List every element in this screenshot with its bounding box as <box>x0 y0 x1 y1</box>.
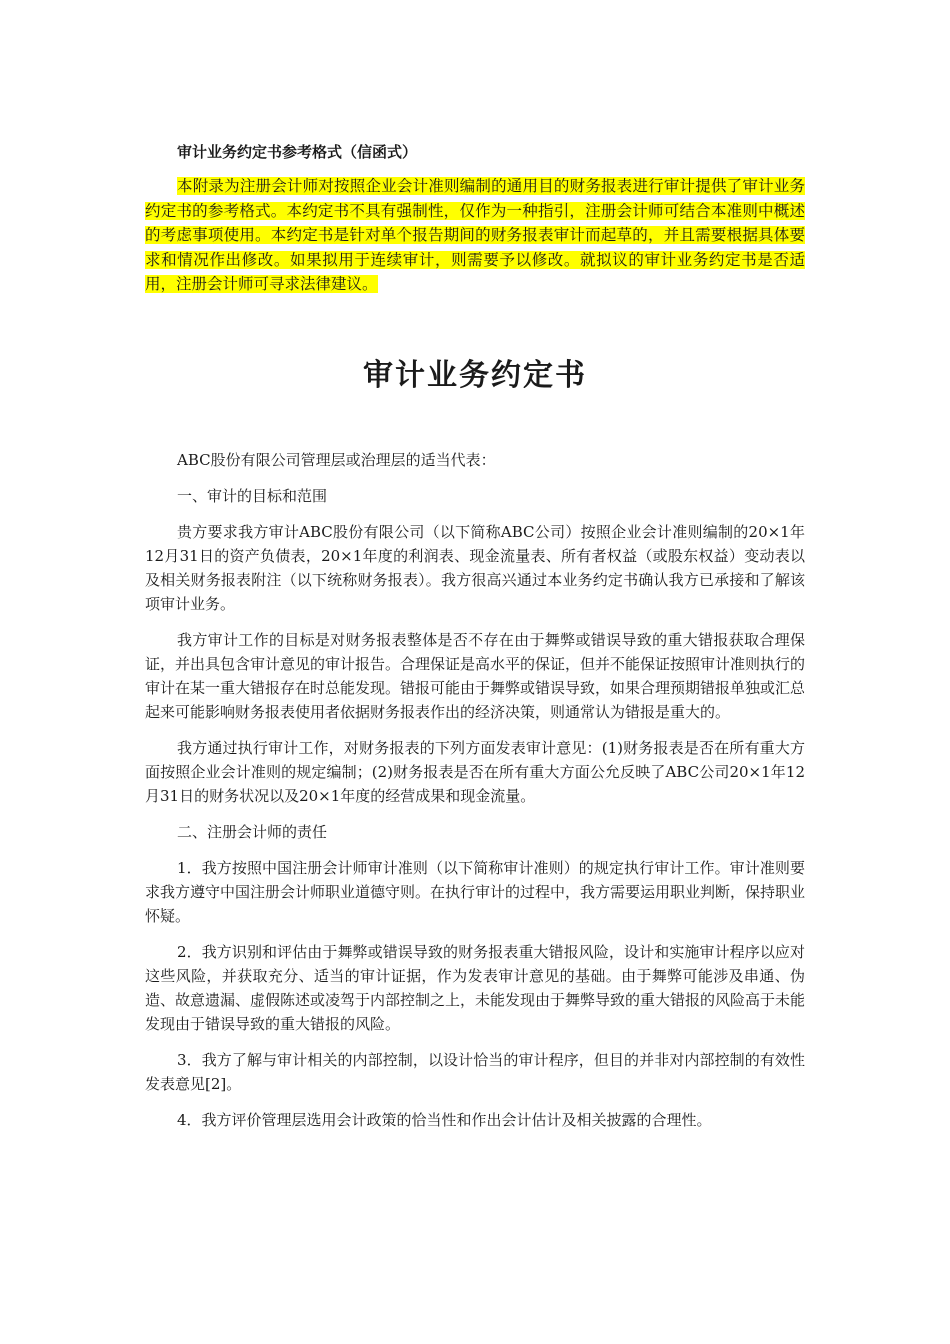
reference-format-heading: 审计业务约定书参考格式（信函式） <box>177 143 418 161</box>
paragraph: 我方审计工作的目标是对财务报表整体是否不存在由于舞弊或错误导致的重大错报获取合理保证，并出具包含审计意见的审计报告。合理保证是高水平的保证，但并不能保证按照审计准则执行的审计在某一重大错报存在时总能发现。错报可能由于舞弊或错误导致，如果合理预期错报单独或汇总起来可能影响财务报表使用者依据财务报表作出的经济决策，则通常认为错报是重大的。 <box>145 631 806 721</box>
paragraph: 4．我方评价管理层选用会计政策的恰当性和作出会计估计及相关披露的合理性。 <box>177 1111 712 1129</box>
letter-body <box>145 448 805 1144</box>
paragraph: 2．我方识别和评估由于舞弊或错误导致的财务报表重大错报风险，设计和实施审计程序以应对这些风险，并获取充分、适当的审计证据，作为发表审计意见的基础。由于舞弊可能涉及串通、伪造、故意遗漏、虚假陈述或凌驾于内部控制之上，未能发现由于舞弊导致的重大错报的风险高于未能发现由于错误导致的重大错报的风险。 <box>145 943 806 1033</box>
paragraph: 1．我方按照中国注册会计师审计准则（以下简称审计准则）的规定执行审计工作。审计准则要求我方遵守中国注册会计师职业道德守则。在执行审计的过程中，我方需要运用职业判断，保持职业怀疑。 <box>145 859 806 925</box>
highlighted-note-text: 本附录为注册会计师对按照企业会计准则编制的通用目的财务报表进行审计提供了审计业务约定书的参考格式。本约定书不具有强制性，仅作为一种指引，注册会计师可结合本准则中概述的考虑事项使用。本约定书是针对单个报告期间的财务报表审计而起草的，并且需要根据具体要求和情况作出修改。如果拟用于连续审计，则需要予以修改。就拟议的审计业务约定书是否适用，注册会计师可寻求法律建议。 <box>145 177 805 293</box>
paragraph: 我方通过执行审计工作，对财务报表的下列方面发表审计意见：(1)财务报表是否在所有重大方面按照企业会计准则的规定编制；(2)财务报表是否在所有重大方面公允反映了ABC公司20×1年12月31日的财务状况以及20×1年度的经营成果和现金流量。 <box>145 739 805 805</box>
paragraph: 贵方要求我方审计ABC股份有限公司（以下简称ABC公司）按照企业会计准则编制的20×1年12月31日的资产负债表，20×1年度的利润表、现金流量表、所有者权益（或股东权益）变动表以及相关财务报表附注（以下统称财务报表）。我方很高兴通过本业务约定书确认我方已承接和了解该项审计业务。 <box>145 523 805 613</box>
salutation: ABC股份有限公司管理层或治理层的适当代表： <box>177 451 496 469</box>
appendix-note <box>145 174 805 297</box>
document-title: 审计业务约定书 <box>363 358 587 393</box>
section-heading-responsibility: 二、注册会计师的责任 <box>177 823 328 841</box>
paragraph: 3．我方了解与审计相关的内部控制，以设计恰当的审计程序，但目的并非对内部控制的有效性发表意见[2]。 <box>145 1051 805 1093</box>
section-heading-objective: 一、审计的目标和范围 <box>177 487 328 505</box>
